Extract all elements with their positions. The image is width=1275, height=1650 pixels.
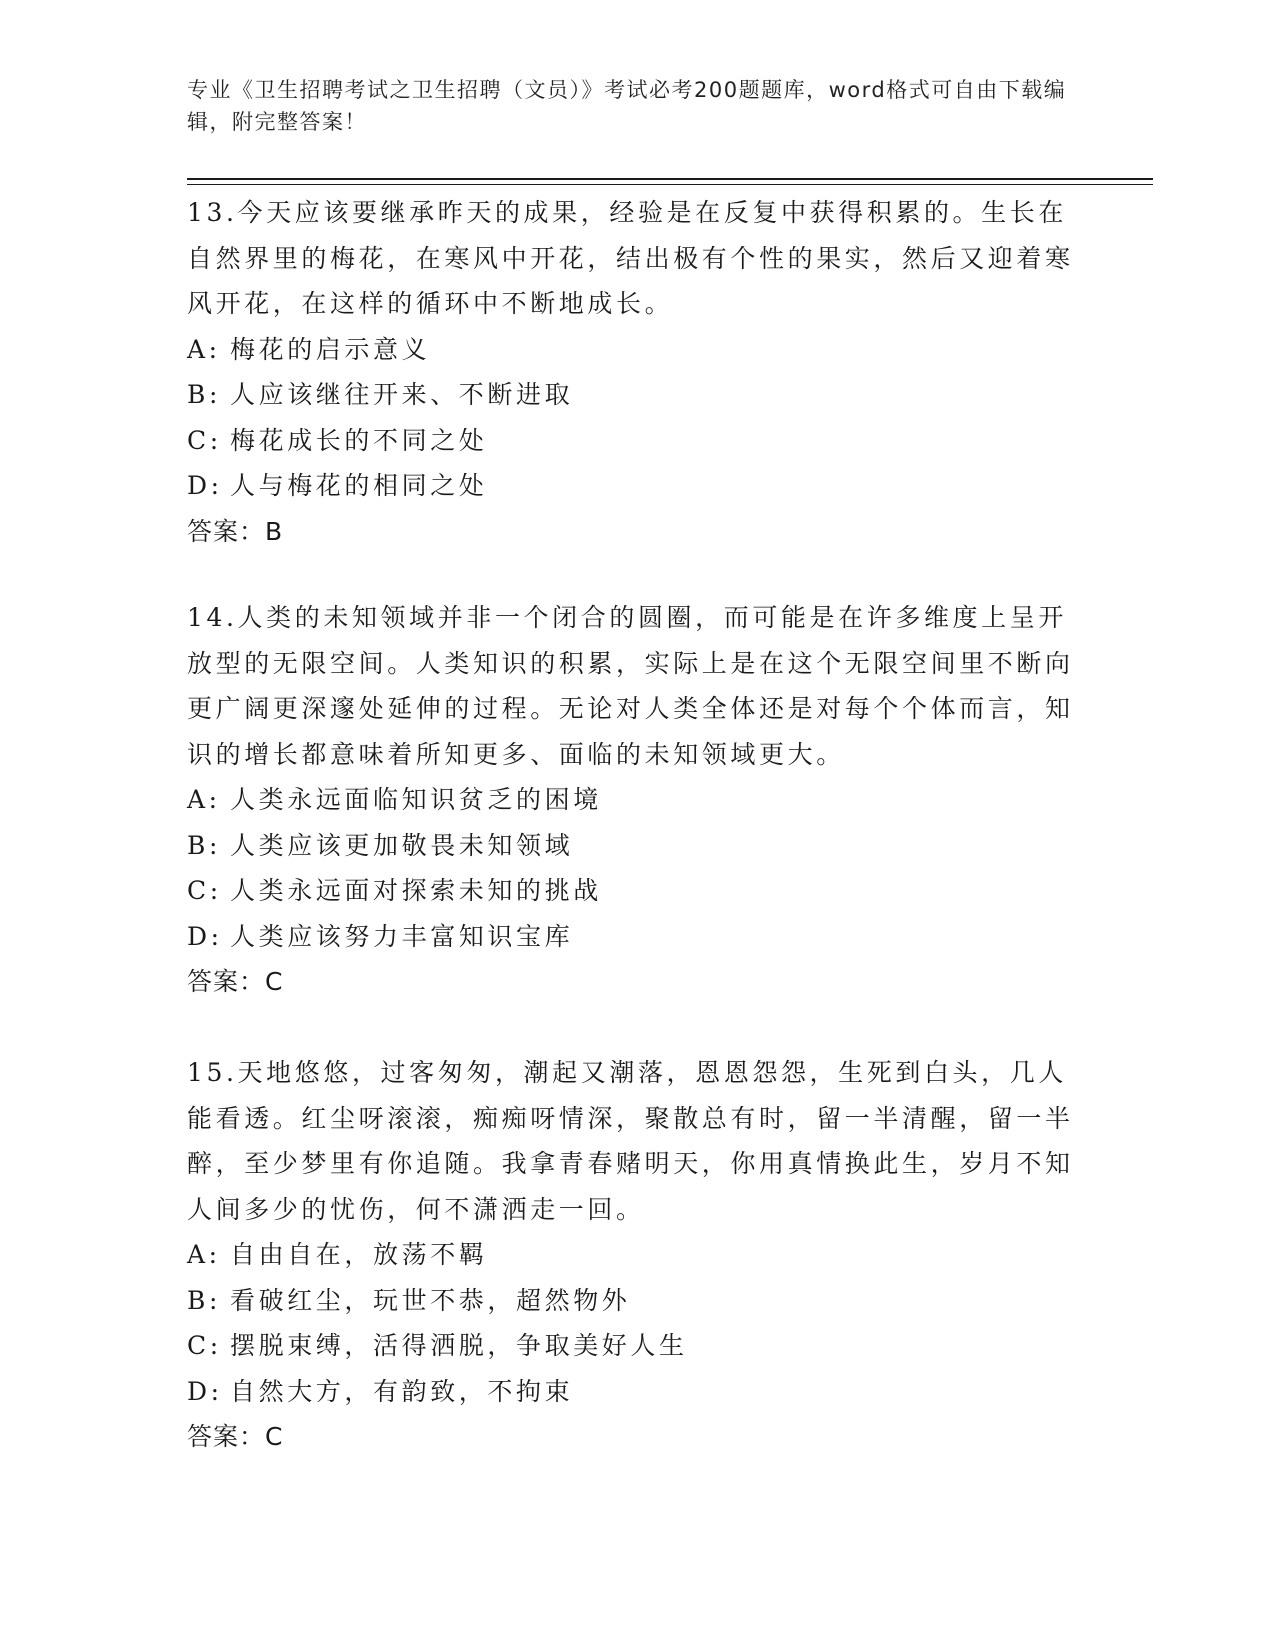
option-text: 人与梅花的相同之处 <box>230 471 488 500</box>
document-header: 专业《卫生招聘考试之卫生招聘（文员）》考试必考200题题库，word格式可自由下载编辑，附完整答案！ <box>187 78 1067 134</box>
header-divider-thick <box>187 178 1153 180</box>
option-text: 人类应该努力丰富知识宝库 <box>230 921 574 951</box>
option-text: 看破红尘，玩世不恭，超然物外 <box>230 1285 631 1315</box>
option-d <box>187 914 1087 960</box>
option-text: 人类应该更加敬畏未知领域 <box>230 830 574 860</box>
question-14 <box>187 595 1087 1005</box>
option-d <box>187 1369 1087 1415</box>
option-text: 人类永远面对探索未知的挑战 <box>230 876 602 905</box>
option-text: 梅花成长的不同之处 <box>230 425 488 455</box>
option-key: C: <box>187 425 222 455</box>
question-stem: 15.天地悠悠，过客匆匆，潮起又潮落，恩恩怨怨，生死到白头，几人能看透。红尘呀滚滚，痴痴呀情深，聚散总有时，留一半清醒，留一半醉，至少梦里有你追随。我拿青春赌明天，你用真情换此生，岁月不知人间多少的忧伤，何不潇洒走一回。 <box>187 1058 1074 1224</box>
option-a <box>187 327 1087 373</box>
option-a <box>187 777 1087 823</box>
option-key: B: <box>187 380 221 409</box>
option-key: D: <box>187 1376 223 1406</box>
option-c <box>187 1323 1087 1369</box>
option-text: 梅花的启示意义 <box>230 334 431 364</box>
option-c <box>187 868 1087 914</box>
question-13 <box>187 190 1087 554</box>
option-c <box>187 418 1087 464</box>
option-b <box>187 823 1087 869</box>
answer-line: 答案：B <box>187 516 284 546</box>
header-divider-thin <box>187 184 1153 185</box>
option-text: 人类永远面临知识贫乏的困境 <box>230 785 602 814</box>
question-stem: 14.人类的未知领域并非一个闭合的圆圈，而可能是在许多维度上呈开放型的无限空间。人类知识的积累，实际上是在这个无限空间里不断向更广阔更深邃处延伸的过程。无论对人类全体还是对每个个体而言，知识的增长都意味着所知更多、面临的未知领域更大。 <box>187 603 1074 769</box>
answer-line: 答案：C <box>187 1422 284 1451</box>
option-key: C: <box>187 1331 222 1360</box>
option-text: 自然大方，有韵致，不拘束 <box>230 1376 574 1406</box>
option-d <box>187 463 1087 509</box>
option-a <box>187 1232 1087 1278</box>
option-key: A: <box>187 1240 221 1269</box>
question-stem: 13.今天应该要继承昨天的成果，经验是在反复中获得积累的。生长在自然界里的梅花，在寒风中开花，结出极有个性的果实，然后又迎着寒风开花，在这样的循环中不断地成长。 <box>187 198 1074 318</box>
option-key: A: <box>187 334 221 364</box>
question-15 <box>187 1050 1087 1460</box>
option-key: C: <box>187 876 222 905</box>
option-text: 摆脱束缚，活得洒脱，争取美好人生 <box>230 1331 688 1360</box>
option-text: 人应该继往开来、不断进取 <box>230 380 574 409</box>
option-text: 自由自在，放荡不羁 <box>230 1240 488 1269</box>
option-key: A: <box>187 785 221 814</box>
option-key: B: <box>187 1285 221 1315</box>
option-key: D: <box>187 471 223 500</box>
option-key: D: <box>187 921 223 951</box>
answer-line: 答案：C <box>187 967 284 996</box>
option-b <box>187 372 1087 418</box>
option-key: B: <box>187 830 221 860</box>
option-b <box>187 1278 1087 1324</box>
